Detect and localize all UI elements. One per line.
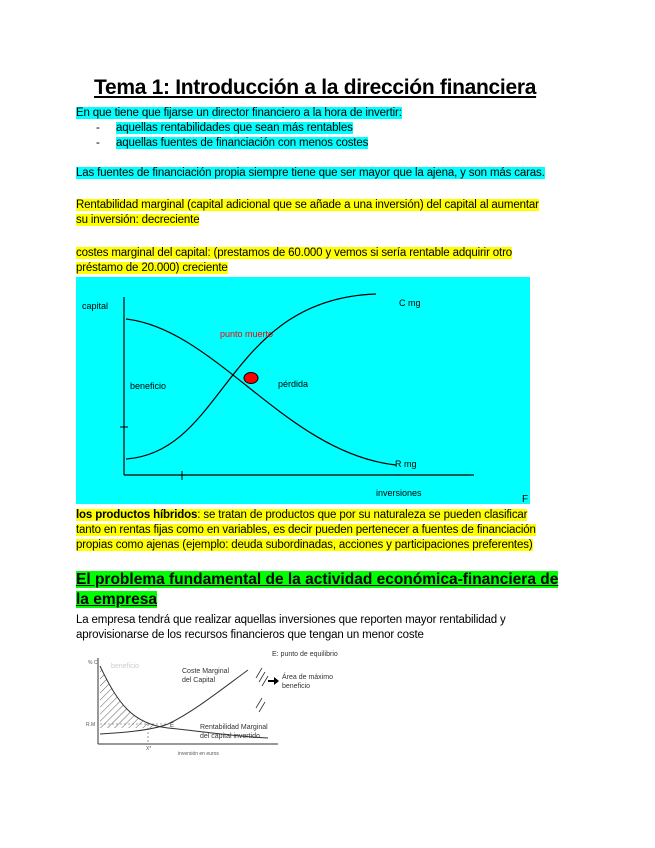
label-punto-muerto: punto muerto <box>220 329 274 339</box>
diagram-label-coste-1: Coste Marginal <box>182 668 230 675</box>
paragraph-rentabilidad: Rentabilidad marginal (capital adicional que se añade a una inversión) del capital al aumentar su inversión: decreciente <box>76 199 539 226</box>
diagram-label-beneficio: beneficio <box>111 663 140 670</box>
diagram-label-x: X* <box>146 746 152 752</box>
paragraph-fuentes: Las fuentes de financiación propia siempre tiene que ser mayor que la ajena, y son más caras. <box>76 167 545 179</box>
equilibrium-point <box>244 373 258 384</box>
legend-area-2: beneficio <box>282 683 311 690</box>
list-item: - aquellas rentabilidades que sean más rentables <box>96 122 353 134</box>
diagram-legend <box>250 644 410 714</box>
intro-block <box>76 106 402 151</box>
intro-question: En que tiene que fijarse un director financiero a la hora de invertir: <box>76 107 402 119</box>
diagram-label-y: % C <box>88 660 98 666</box>
diagram-label-rent-2: del capital invertido <box>200 733 260 740</box>
legend-area-1: Área de máximo <box>282 674 333 681</box>
hatched-area <box>100 666 168 728</box>
paragraph-costes: costes marginal del capital: (prestamos de 60.000 y vemos si sería rentable adquirir otro préstamo de 20.000) creciente <box>76 247 513 274</box>
arrow-right-icon <box>268 677 279 685</box>
marginal-cost-chart <box>76 277 530 504</box>
diagram-label-e: E <box>170 723 175 729</box>
marginal-cost-chart-svg <box>76 277 530 504</box>
label-perdida: pérdida <box>278 379 309 389</box>
paragraph-hibridos: los productos híbridos: se tratan de productos que por su naturaleza se pueden clasificar tanto en rentas fijas como en variables, es decir pueden pertenecer a fuentes de financiación propias como ajenas (ejemplo: deuda subordinadas, acciones y participaciones preferentes) <box>76 509 536 551</box>
legend-e: E: punto de equilibrio <box>272 651 338 658</box>
intro-bullet-list <box>96 121 402 151</box>
label-rmg: R mg <box>395 459 417 469</box>
label-capital: capital <box>82 301 109 311</box>
section-body: La empresa tendrá que realizar aquellas inversiones que reporten mayor rentabilidad y aprovisionarse de los recursos financieros que tengan un menor coste <box>76 614 506 641</box>
page-title: Tema 1: Introducción a la dirección financiera <box>94 76 537 99</box>
diagram-label-rent-1: Rentabilidad Marginal <box>200 724 268 731</box>
diagram-label-inversion: inversión en euros <box>178 751 219 757</box>
hibridos-term: los productos híbridos <box>76 509 198 521</box>
list-item: - aquellas fuentes de financiación con menos costes <box>96 137 369 149</box>
label-inversiones: inversiones <box>376 488 422 498</box>
label-f: F <box>522 494 529 504</box>
section-heading: El problema fundamental de la actividad económica-financiera de la empresa <box>76 571 559 608</box>
diagram-label-coste-2: del Capital <box>182 677 216 684</box>
rmg-curve <box>126 319 396 465</box>
diagram-label-r: R.M <box>86 722 96 728</box>
label-cmg: C mg <box>399 298 421 308</box>
label-beneficio: beneficio <box>130 381 167 391</box>
